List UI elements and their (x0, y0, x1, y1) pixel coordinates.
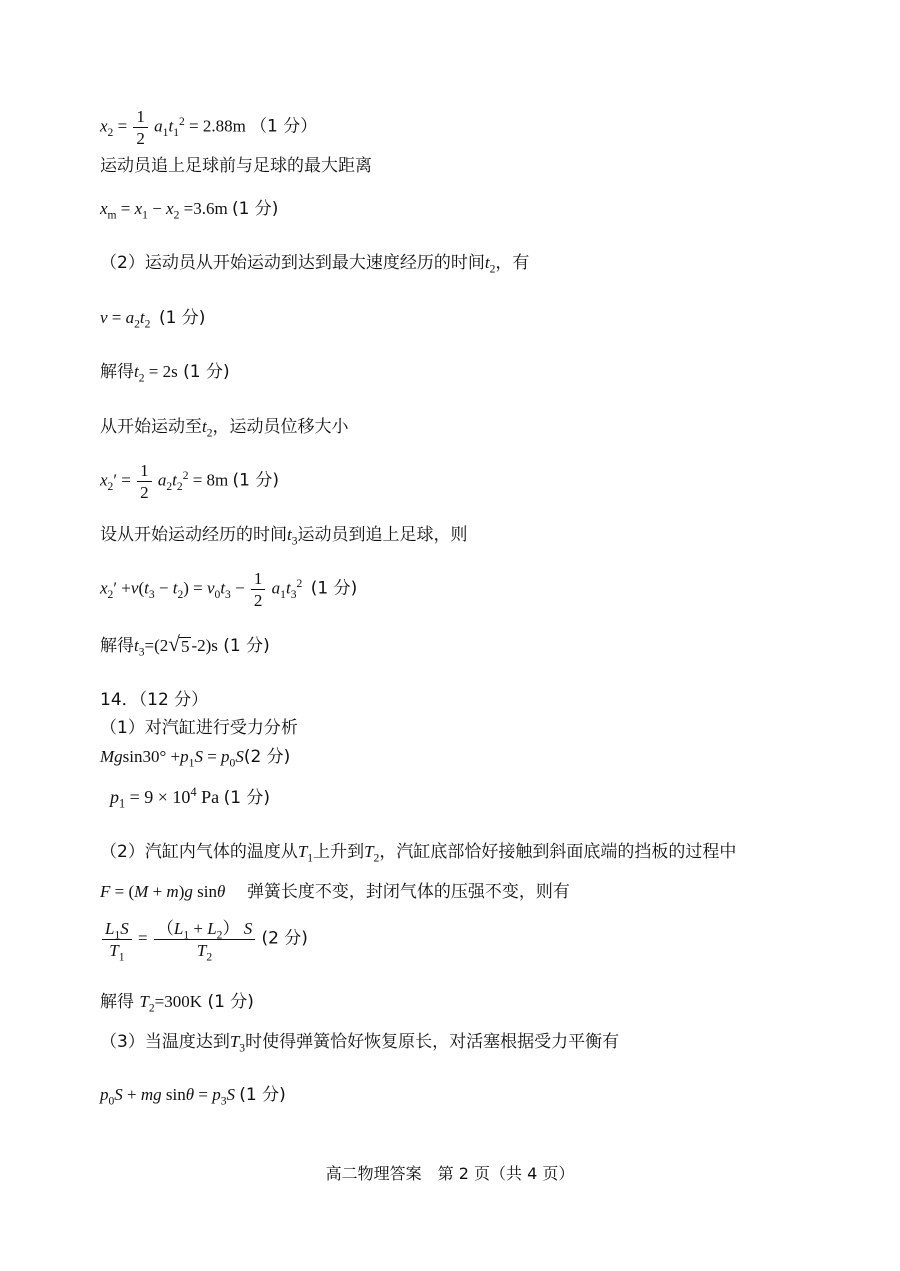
fraction-half: $\frac{1}{2}$ (251, 570, 266, 609)
page-footer: 高二物理答案 第 2 页（共 4 页） (325, 1164, 575, 1183)
score: (1 分) (232, 470, 280, 491)
equation-force-balance: $Mgsin30^\circ +p_1S = p_0S(2$ 分) (100, 747, 291, 770)
text-set-time: 设从开始运动经历的时间$t_3$运动员到追上足球，则 (100, 525, 468, 548)
q14-part3: （3）当温度达到$T_3$时使得弹簧恰好恢复原长，对活塞根据受力平衡有 (100, 1032, 620, 1055)
score: (1 分) (231, 199, 279, 219)
equation-p1: $p_1 = 9 \times 10^4$ Pa (1 分) (110, 785, 271, 811)
equation-v: $v = a_2t_2$ (1 分) (100, 308, 206, 331)
equation-t2: 解得$t_2 = 2s$ (1 分) (100, 362, 230, 385)
sqrt-symbol: √ 5 (168, 632, 190, 657)
score: (1 分) (223, 788, 271, 808)
q14-part1: （1）对汽缸进行受力分析 (100, 718, 298, 738)
score: (1 分) (310, 578, 358, 599)
equation-gas-law: $\frac{L_1S}{T_1}$ = $\frac{(L_1 + L_2) S}{T_2}$ (2 分) (100, 920, 308, 959)
score: (2 分) (243, 747, 291, 767)
fraction-right: $\frac{(L_1 + L_2) S}{T_2}$ (154, 920, 255, 959)
q14-part2: （2）汽缸内气体的温度从$T_1$上升到$T_2$，汽缸底部恰好接触到斜面底端的挡板的过程中 (100, 842, 737, 865)
text-max-distance: 运动员追上足球前与足球的最大距离 (100, 156, 372, 176)
text-from-start: 从开始运动至$t_2$，运动员位移大小 (100, 417, 349, 440)
fraction-half: $\frac{1}{2}$ (137, 462, 152, 501)
score: （1 分） (250, 116, 318, 137)
score: (1 分) (223, 636, 270, 656)
equation-p3: $p_0S$ + mg $\sin\theta = p_3S$ (1 分) (100, 1085, 286, 1108)
score: (2 分) (261, 928, 308, 949)
question-14-header: 14．（12 分） (100, 690, 209, 710)
fraction-half: $\frac{1}{2}$ (133, 108, 148, 147)
score: (1 分) (207, 992, 254, 1012)
score: (1 分) (239, 1085, 286, 1105)
part2-intro: （2）运动员从开始运动到达到最大速度经历的时间$t_2$，有 (100, 253, 530, 276)
equation-xm: $x_m = x_1 - x_2 =3.6m$ (1 分) (100, 199, 279, 222)
score: (1 分) (158, 308, 206, 328)
equation-x2: $x_2$ = $\frac{1}{2}$ $a_1t_1^2 = 2.88m$ （1 分） (100, 107, 318, 148)
score: (1 分) (183, 362, 230, 382)
fraction-left: $\frac{L_1S}{T_1}$ (102, 920, 132, 959)
equation-x2-prime: $x_2'$ = $\frac{1}{2}$ $a_2t_2^2 = 8m$ (1 分) (100, 461, 280, 502)
equation-T2: 解得 $T_2=300K$ (1 分) (100, 992, 254, 1015)
equation-t3: 解得$t_3=(2$ √ 5 -2)s (1 分) (100, 632, 270, 659)
equation-F: F = (M + m)g sinθ 弹簧长度不变，封闭气体的压强不变，则有 (100, 882, 570, 902)
equation-catch-up: $x_2' +v(t_3 - t_2) = v_0t_3$ − $\frac{1}{2}$ $a_1t_3^2$ (1 分) (100, 569, 358, 610)
